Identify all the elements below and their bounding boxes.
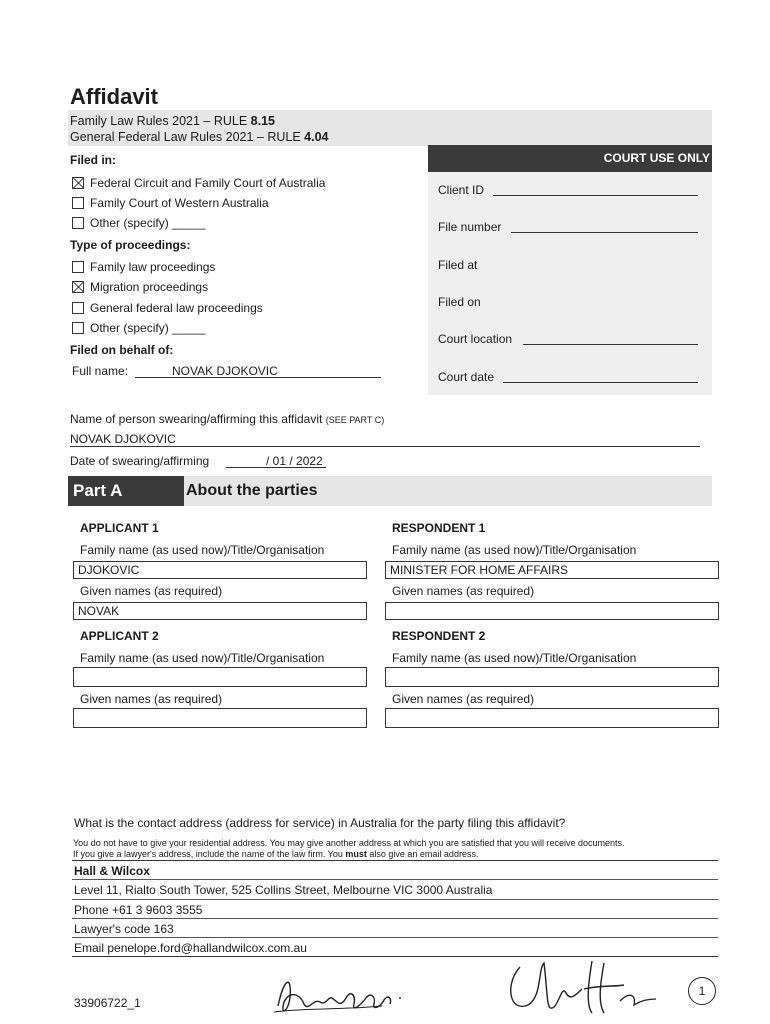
filed-in-label: Filed in: [70,153,116,167]
contact-lawyer-code[interactable]: Lawyer's code 163 [74,922,174,936]
contact-rule-top [72,860,718,861]
document-id: 33906722_1 [74,996,141,1010]
signature-1-image [270,968,410,1020]
contact-note-2: If you give a lawyer's address, include the name of the law firm. You must also give an email address. [73,849,479,859]
checkbox[interactable] [72,197,84,209]
respondent2-family-field[interactable] [385,667,719,687]
checkbox[interactable] [72,302,84,314]
contact-address[interactable]: Level 11, Rialto South Tower, 525 Collins Street, Melbourne VIC 3000 Australia [74,883,493,897]
signature-2-image [500,955,670,1023]
swearing-date-label: Date of swearing/affirming [70,454,210,468]
swearing-date-field[interactable]: / 01 / 2022 [226,454,326,468]
court-use-header: COURT USE ONLY [428,145,712,172]
proceedings-option-4[interactable]: Other (specify) _____ [72,321,205,335]
proceedings-option-3[interactable]: General federal law proceedings [72,301,263,315]
filed-in-option-3[interactable]: Other (specify) _____ [72,216,205,230]
full-name-field[interactable]: NOVAK DJOKOVIC [135,364,381,378]
respondent1-family-field[interactable]: MINISTER FOR HOME AFFAIRS [385,561,719,579]
respondent1-given-label: Given names (as required) [392,584,535,598]
applicant1-family-label: Family name (as used now)/Title/Organisation [80,543,325,557]
applicant1-heading: APPLICANT 1 [80,521,159,535]
checkbox-checked[interactable] [72,177,84,189]
document-title: Affidavit [70,84,158,109]
checkbox[interactable] [72,261,84,273]
proceedings-label: Type of proceedings: [70,238,191,252]
page-number: 1 [688,977,716,1005]
client-id-label: Client ID [438,183,485,197]
court-location-label: Court location [438,332,513,346]
proceedings-option-2[interactable]: Migration proceedings [72,280,208,294]
applicant1-given-label: Given names (as required) [80,584,223,598]
court-location-field[interactable] [523,344,698,345]
respondent1-given-field[interactable] [385,602,719,620]
court-date-label: Court date [438,370,495,384]
part-a-title: About the parties [186,482,318,499]
contact-rule-1 [72,879,718,880]
checkbox[interactable] [72,217,84,229]
filed-in-option-1[interactable]: Federal Circuit and Family Court of Australia [72,176,325,190]
applicant2-heading: APPLICANT 2 [80,629,159,643]
checkbox[interactable] [72,322,84,334]
filed-on-label: Filed on [438,295,481,309]
contact-firm[interactable]: Hall & Wilcox [74,864,150,878]
contact-question: What is the contact address (address for service) in Australia for the party filing this affidavit? [74,816,566,830]
full-name-label: Full name: [72,364,129,378]
contact-rule-3 [72,918,718,919]
applicant2-family-field[interactable] [73,667,367,687]
contact-note-1: You do not have to give your residential address. You may give another address at which you are satisfied that you will receive documents. [73,838,625,848]
on-behalf-label: Filed on behalf of: [70,343,174,357]
client-id-field[interactable] [493,195,698,196]
court-date-field[interactable] [503,382,698,383]
part-a-tag: Part A [68,476,184,506]
filed-in-option-2[interactable]: Family Court of Western Australia [72,196,269,210]
contact-rule-4 [72,937,718,938]
respondent2-family-label: Family name (as used now)/Title/Organisation [392,651,637,665]
respondent2-heading: RESPONDENT 2 [392,629,486,643]
contact-email[interactable]: Email penelope.ford@hallandwilcox.com.au [74,941,307,955]
file-number-field[interactable] [511,232,698,233]
swearer-name-label: Name of person swearing/affirming this affidavit (SEE PART C) [70,412,385,426]
respondent2-given-field[interactable] [385,708,719,728]
contact-rule-2 [72,899,718,900]
applicant1-given-field[interactable]: NOVAK [73,602,367,620]
checkbox-checked[interactable] [72,281,84,293]
rules-banner [68,110,712,146]
file-number-label: File number [438,220,502,234]
contact-phone[interactable]: Phone +61 3 9603 3555 [74,903,203,917]
swearer-name-field[interactable]: NOVAK DJOKOVIC [70,432,700,447]
rule-line-2: General Federal Law Rules 2021 – RULE 4.04 [70,130,329,144]
respondent2-given-label: Given names (as required) [392,692,535,706]
filed-at-label: Filed at [438,258,478,272]
respondent1-heading: RESPONDENT 1 [392,521,486,535]
applicant2-given-label: Given names (as required) [80,692,223,706]
applicant2-given-field[interactable] [73,708,367,728]
rule-line-1: Family Law Rules 2021 – RULE 8.15 [70,114,275,128]
applicant1-family-field[interactable]: DJOKOVIC [73,561,367,579]
proceedings-option-1[interactable]: Family law proceedings [72,260,215,274]
applicant2-family-label: Family name (as used now)/Title/Organisation [80,651,325,665]
respondent1-family-label: Family name (as used now)/Title/Organisation [392,543,637,557]
